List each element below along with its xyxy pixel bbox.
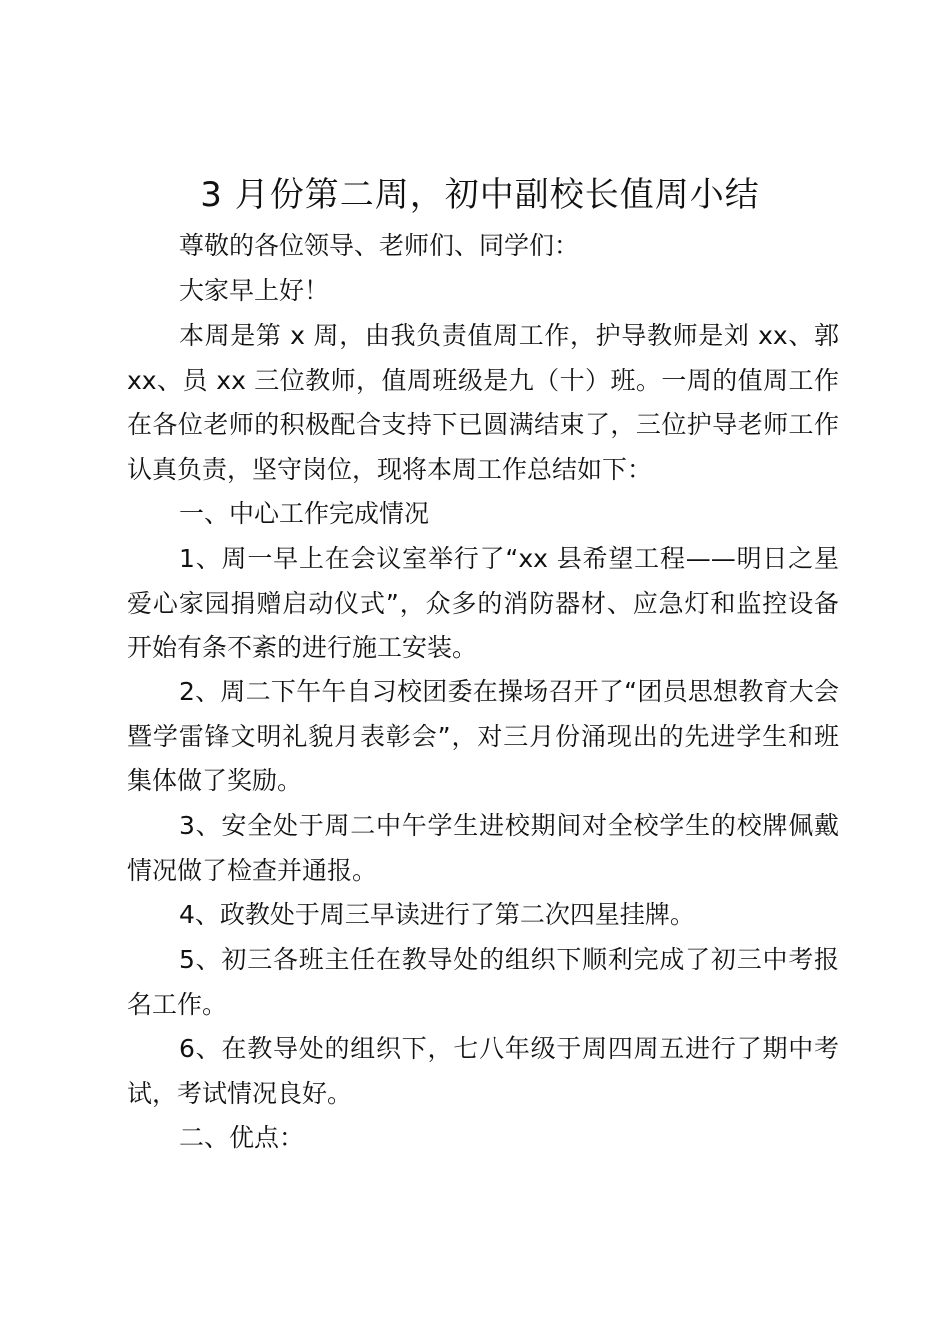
list-item-3: 3、安全处于周二中午学生进校期间对全校学生的校牌佩戴情况做了检查并通报。 <box>127 811 839 885</box>
list-item-6: 6、在教导处的组织下，七八年级于周四周五进行了期中考试，考试情况良好。 <box>127 1034 839 1108</box>
section-heading-2: 二、优点： <box>179 1123 305 1152</box>
list-item-5: 5、初三各班主任在教导处的组织下顺利完成了初三中考报名工作。 <box>127 945 839 1019</box>
list-item-2: 2、周二下午午自习校团委在操场召开了“团员思想教育大会暨学雷锋文明礼貌月表彰会”，对三月份涌现出的先进学生和班集体做了奖励。 <box>127 677 839 795</box>
document-title: 3 月份第二周，初中副校长值周小结 <box>200 175 760 215</box>
list-item-1: 1、周一早上在会议室举行了“xx 县希望工程——明日之星爱心家园捐赠启动仪式”，众多的消防器材、应急灯和监控设备开始有条不紊的进行施工安装。 <box>127 544 839 662</box>
paragraph-greeting: 大家早上好！ <box>179 276 330 305</box>
paragraph-intro: 本周是第 x 周，由我负责值周工作，护导教师是刘 xx、郭 xx、员 xx 三位教师，值周班级是九（十）班。一周的值周工作在各位老师的积极配合支持下已圆满结束了，三位护导老师工作认真负责，坚守岗位，现将本周工作总结如下： <box>127 321 839 484</box>
list-item-4: 4、政教处于周三早读进行了第二次四星挂牌。 <box>179 900 695 929</box>
section-heading-1: 一、中心工作完成情况 <box>179 499 430 528</box>
paragraph-salutation: 尊敬的各位领导、老师们、同学们： <box>179 231 580 260</box>
